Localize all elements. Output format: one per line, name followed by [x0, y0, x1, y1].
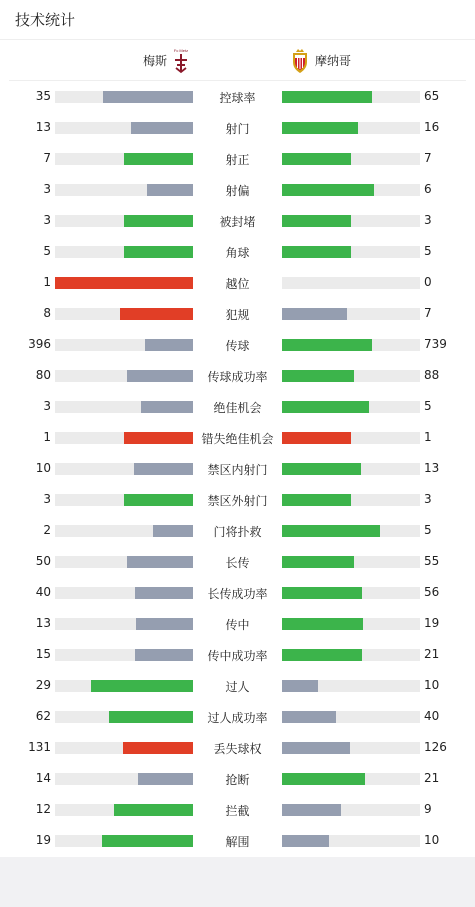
away-stat-bar-fill: [282, 556, 354, 568]
away-stat-bar: [282, 339, 420, 351]
stat-label: 长传成功率: [207, 587, 268, 601]
stat-label: 传球: [225, 339, 250, 353]
stat-row: [0, 516, 475, 547]
away-stat-value: 3: [424, 492, 432, 506]
home-stat-bar-fill: [55, 277, 193, 289]
header: [0, 0, 475, 40]
home-stat-bar: [55, 277, 193, 289]
home-stat-bar-fill: [135, 649, 193, 661]
away-stat-bar-fill: [282, 680, 318, 692]
away-stat-value: 65: [424, 89, 440, 103]
stat-row: [0, 299, 475, 330]
away-stat-bar-fill: [282, 215, 351, 227]
home-stat-bar-fill: [153, 525, 193, 537]
away-stat-value: 0: [424, 275, 432, 289]
away-team-name: 摩纳哥: [315, 54, 352, 68]
home-stat-bar-fill: [127, 556, 193, 568]
home-stat-bar-fill: [136, 618, 193, 630]
home-stat-bar: [55, 153, 193, 165]
home-stat-value: 3: [43, 399, 51, 413]
away-stat-bar: [282, 680, 420, 692]
home-stat-bar: [55, 370, 193, 382]
home-stat-bar: [55, 122, 193, 134]
away-stat-bar: [282, 308, 420, 320]
away-stat-bar: [282, 587, 420, 599]
home-stat-value: 62: [35, 709, 51, 723]
home-stat-bar: [55, 556, 193, 568]
stat-label: 传中: [225, 618, 250, 632]
home-stat-value: 3: [43, 492, 51, 506]
home-stat-bar-fill: [135, 587, 193, 599]
stat-row: [0, 578, 475, 609]
home-stat-bar: [55, 587, 193, 599]
away-stat-bar: [282, 184, 420, 196]
stat-label: 长传: [225, 556, 250, 570]
away-stat-bar-fill: [282, 494, 351, 506]
home-stat-bar: [55, 246, 193, 258]
stat-row: [0, 144, 475, 175]
away-stat-bar-fill: [282, 91, 372, 103]
home-stat-bar: [55, 463, 193, 475]
away-stat-bar-fill: [282, 370, 354, 382]
away-stat-bar: [282, 742, 420, 754]
away-stat-bar: [282, 153, 420, 165]
home-stat-bar: [55, 742, 193, 754]
away-stat-bar-fill: [282, 432, 351, 444]
home-stat-bar-fill: [103, 91, 193, 103]
stat-row: [0, 795, 475, 826]
away-stat-bar: [282, 494, 420, 506]
stat-label: 被封堵: [219, 215, 256, 229]
monaco-crest-icon: [290, 48, 310, 74]
home-stat-value: 131: [28, 740, 51, 754]
home-stat-bar-fill: [120, 308, 193, 320]
away-stat-bar: [282, 835, 420, 847]
away-stat-bar-fill: [282, 463, 361, 475]
home-stat-bar-fill: [91, 680, 193, 692]
away-stat-bar: [282, 804, 420, 816]
home-stat-bar-fill: [134, 463, 193, 475]
home-stat-bar-fill: [109, 711, 193, 723]
away-stat-bar-fill: [282, 339, 372, 351]
stat-row: [0, 702, 475, 733]
stat-label: 禁区内射门: [207, 463, 268, 477]
away-stat-bar-fill: [282, 587, 362, 599]
home-stat-value: 15: [35, 647, 51, 661]
home-stat-bar-fill: [123, 742, 193, 754]
home-stat-bar: [55, 649, 193, 661]
stat-label: 射偏: [225, 184, 250, 198]
away-stat-bar-fill: [282, 122, 358, 134]
home-stat-bar: [55, 711, 193, 723]
home-stat-bar: [55, 401, 193, 413]
away-stat-value: 7: [424, 306, 432, 320]
away-stat-bar-fill: [282, 804, 341, 816]
away-stat-value: 6: [424, 182, 432, 196]
away-stat-bar-fill: [282, 246, 351, 258]
stat-row: [0, 826, 475, 857]
stat-label: 传球成功率: [207, 370, 268, 384]
home-stat-value: 8: [43, 306, 51, 320]
stat-label: 门将扑救: [213, 525, 262, 539]
away-stat-bar-fill: [282, 401, 369, 413]
stat-label: 解围: [225, 835, 250, 849]
team-header: [9, 40, 466, 81]
home-stat-bar-fill: [124, 246, 193, 258]
stat-label: 丢失球权: [213, 742, 262, 756]
home-stat-bar: [55, 184, 193, 196]
away-stat-bar: [282, 91, 420, 103]
away-stat-bar: [282, 773, 420, 785]
away-stat-bar: [282, 401, 420, 413]
stat-label: 拦截: [225, 804, 250, 818]
home-stat-value: 3: [43, 213, 51, 227]
away-stat-bar: [282, 649, 420, 661]
home-stat-bar-fill: [131, 122, 193, 134]
away-stat-value: 19: [424, 616, 440, 630]
stat-row: [0, 733, 475, 764]
stat-row: [0, 454, 475, 485]
home-stat-value: 40: [35, 585, 51, 599]
stat-label: 禁区外射门: [207, 494, 268, 508]
home-stat-bar-fill: [141, 401, 193, 413]
stat-row: [0, 175, 475, 206]
stat-label: 射正: [225, 153, 250, 167]
stat-row: [0, 237, 475, 268]
stat-row: [0, 609, 475, 640]
stat-label: 传中成功率: [207, 649, 268, 663]
away-stat-value: 21: [424, 647, 440, 661]
away-stat-value: 126: [424, 740, 447, 754]
away-stat-bar: [282, 556, 420, 568]
home-stat-value: 29: [35, 678, 51, 692]
away-stat-bar: [282, 618, 420, 630]
home-stat-bar-fill: [124, 215, 193, 227]
home-stat-bar-fill: [124, 153, 193, 165]
page-title: 技术统计: [15, 11, 76, 29]
away-stat-bar-fill: [282, 308, 347, 320]
home-stat-value: 7: [43, 151, 51, 165]
home-stat-value: 12: [35, 802, 51, 816]
away-stat-value: 10: [424, 833, 440, 847]
away-stat-value: 5: [424, 523, 432, 537]
away-stat-value: 40: [424, 709, 440, 723]
home-stat-value: 80: [35, 368, 51, 382]
away-stat-value: 21: [424, 771, 440, 785]
away-stat-value: 7: [424, 151, 432, 165]
away-stat-bar: [282, 122, 420, 134]
away-stat-bar-fill: [282, 742, 350, 754]
away-stat-bar-fill: [282, 618, 363, 630]
away-stat-bar-fill: [282, 835, 329, 847]
stat-row: [0, 113, 475, 144]
away-stat-value: 88: [424, 368, 440, 382]
stat-label: 错失绝佳机会: [201, 432, 274, 446]
stat-label: 射门: [225, 122, 250, 136]
home-stat-value: 35: [35, 89, 51, 103]
home-stat-bar-fill: [124, 432, 193, 444]
stat-row: [0, 206, 475, 237]
home-stat-bar-fill: [102, 835, 193, 847]
home-stat-bar: [55, 494, 193, 506]
home-stat-bar-fill: [138, 773, 193, 785]
home-stat-value: 3: [43, 182, 51, 196]
home-stat-bar: [55, 680, 193, 692]
away-stat-bar-fill: [282, 711, 336, 723]
home-stat-value: 5: [43, 244, 51, 258]
home-stat-value: 13: [35, 120, 51, 134]
stat-label: 角球: [225, 246, 250, 260]
away-stat-bar: [282, 215, 420, 227]
stat-row: [0, 361, 475, 392]
stat-row: [0, 547, 475, 578]
away-stat-value: 5: [424, 244, 432, 258]
away-stat-value: 3: [424, 213, 432, 227]
home-stat-value: 10: [35, 461, 51, 475]
stat-row: [0, 423, 475, 454]
away-stat-value: 10: [424, 678, 440, 692]
home-stat-value: 13: [35, 616, 51, 630]
home-stat-value: 2: [43, 523, 51, 537]
home-stat-bar-fill: [124, 494, 193, 506]
home-stat-bar: [55, 432, 193, 444]
stat-row: [0, 640, 475, 671]
away-stat-value: 1: [424, 430, 432, 444]
stats-list: [0, 82, 475, 857]
metz-logo-icon: [171, 48, 191, 74]
stat-row: [0, 392, 475, 423]
home-stat-bar: [55, 339, 193, 351]
stat-label: 犯规: [225, 308, 250, 322]
away-stat-bar-fill: [282, 649, 362, 661]
away-stat-bar: [282, 246, 420, 258]
home-stat-bar-fill: [145, 339, 193, 351]
home-stat-bar: [55, 804, 193, 816]
stat-row: [0, 268, 475, 299]
away-stat-bar-fill: [282, 153, 351, 165]
home-stat-value: 50: [35, 554, 51, 568]
away-stat-bar-fill: [282, 525, 380, 537]
stat-label: 控球率: [219, 91, 256, 105]
away-stat-bar: [282, 432, 420, 444]
home-stat-bar-fill: [114, 804, 193, 816]
home-team-name: 梅斯: [142, 54, 167, 68]
away-stat-bar: [282, 711, 420, 723]
home-stat-bar: [55, 618, 193, 630]
home-stat-value: 396: [28, 337, 51, 351]
away-stat-value: 16: [424, 120, 440, 134]
stat-row: [0, 330, 475, 361]
home-stat-bar: [55, 835, 193, 847]
stat-label: 过人: [225, 680, 250, 694]
away-stat-bar: [282, 370, 420, 382]
stat-label: 绝佳机会: [213, 401, 262, 415]
home-stat-bar-fill: [127, 370, 193, 382]
home-stat-value: 1: [43, 430, 51, 444]
stat-label: 过人成功率: [207, 711, 268, 725]
away-stat-value: 13: [424, 461, 440, 475]
away-stat-value: 5: [424, 399, 432, 413]
stat-row: [0, 485, 475, 516]
away-stat-bar-fill: [282, 184, 374, 196]
home-stat-value: 19: [35, 833, 51, 847]
away-stat-bar: [282, 277, 420, 289]
home-stat-value: 14: [35, 771, 51, 785]
home-stat-bar-fill: [147, 184, 193, 196]
away-stat-bar-fill: [282, 773, 365, 785]
stat-label: 抢断: [225, 773, 250, 787]
away-stat-value: 9: [424, 802, 432, 816]
home-stat-bar: [55, 525, 193, 537]
home-stat-bar: [55, 308, 193, 320]
stat-row: [0, 82, 475, 113]
home-stat-bar: [55, 91, 193, 103]
away-stat-value: 56: [424, 585, 440, 599]
away-stat-value: 55: [424, 554, 440, 568]
home-stat-value: 1: [43, 275, 51, 289]
home-stat-bar: [55, 215, 193, 227]
away-stat-bar: [282, 463, 420, 475]
stat-row: [0, 671, 475, 702]
away-stat-bar: [282, 525, 420, 537]
stat-row: [0, 764, 475, 795]
stat-label: 越位: [225, 277, 250, 291]
away-stat-value: 739: [424, 337, 447, 351]
home-stat-bar: [55, 773, 193, 785]
home-logo-text: Fc Metz: [173, 48, 189, 53]
